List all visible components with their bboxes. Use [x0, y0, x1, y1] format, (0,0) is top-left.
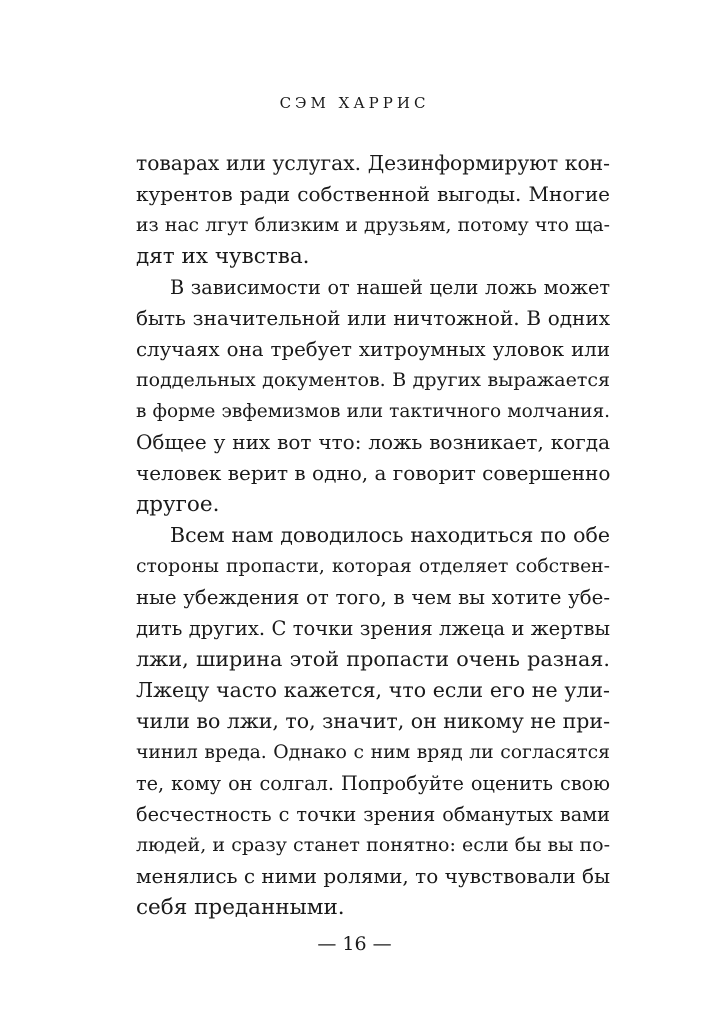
running-head-author: СЭМ ХАРРИС [279, 94, 430, 112]
text-line: курентов ради собственной выгоды. Многие [136, 182, 610, 206]
text-line: лжи, ширина этой пропасти очень разная. [136, 647, 610, 671]
text-line: менялись с ними ролями, то чувствовали бы [136, 864, 610, 888]
text-line: В зависимости от нашей цели ложь может [170, 276, 610, 299]
page-number: — 16 — [317, 933, 392, 955]
text-line: Лжецу часто кажется, что если его не ули- [136, 678, 610, 702]
text-line: чинил вреда. Однако с ним вряд ли согласятся [136, 742, 610, 763]
text-line: другое. [136, 492, 220, 517]
text-line: стороны пропасти, которая отделяет собствен- [136, 556, 610, 577]
text-line: случаях она требует хитроумных уловок или [136, 338, 610, 361]
text-line: человек верит в одно, а говорит совершенно [136, 461, 611, 485]
text-line: быть значительной или ничтожной. В одних [136, 306, 610, 330]
text-line: Всем нам доводилось находиться по обе [170, 523, 610, 547]
text-line: в форме эвфемизмов или тактичного молчания. [136, 401, 610, 422]
text-line: чили во лжи, то, значит, он никому не при- [136, 709, 610, 733]
text-line: себя преданными. [136, 895, 345, 920]
text-line: дят их чувства. [136, 244, 310, 269]
text-line: людей, и сразу станет понятно: если бы вы по- [136, 834, 610, 856]
text-line: дить других. С точки зрения лжеца и жертвы [136, 617, 610, 640]
text-line: Общее у них вот что: ложь возникает, когда [136, 430, 610, 454]
text-line: ные убеждения от того, в чем вы хотите убе- [136, 586, 610, 609]
text-line: бесчестность с точки зрения обманутых вами [136, 803, 610, 826]
body-text [136, 148, 610, 923]
text-line: поддельных документов. В других выражается [136, 369, 610, 391]
text-line: из нас лгут близким и друзьям, потому что ща- [136, 215, 610, 236]
text-line: товарах или услугах. Дезинформируют кон- [136, 151, 610, 175]
text-line: те, кому он солгал. Попробуйте оценить свою [136, 772, 610, 795]
